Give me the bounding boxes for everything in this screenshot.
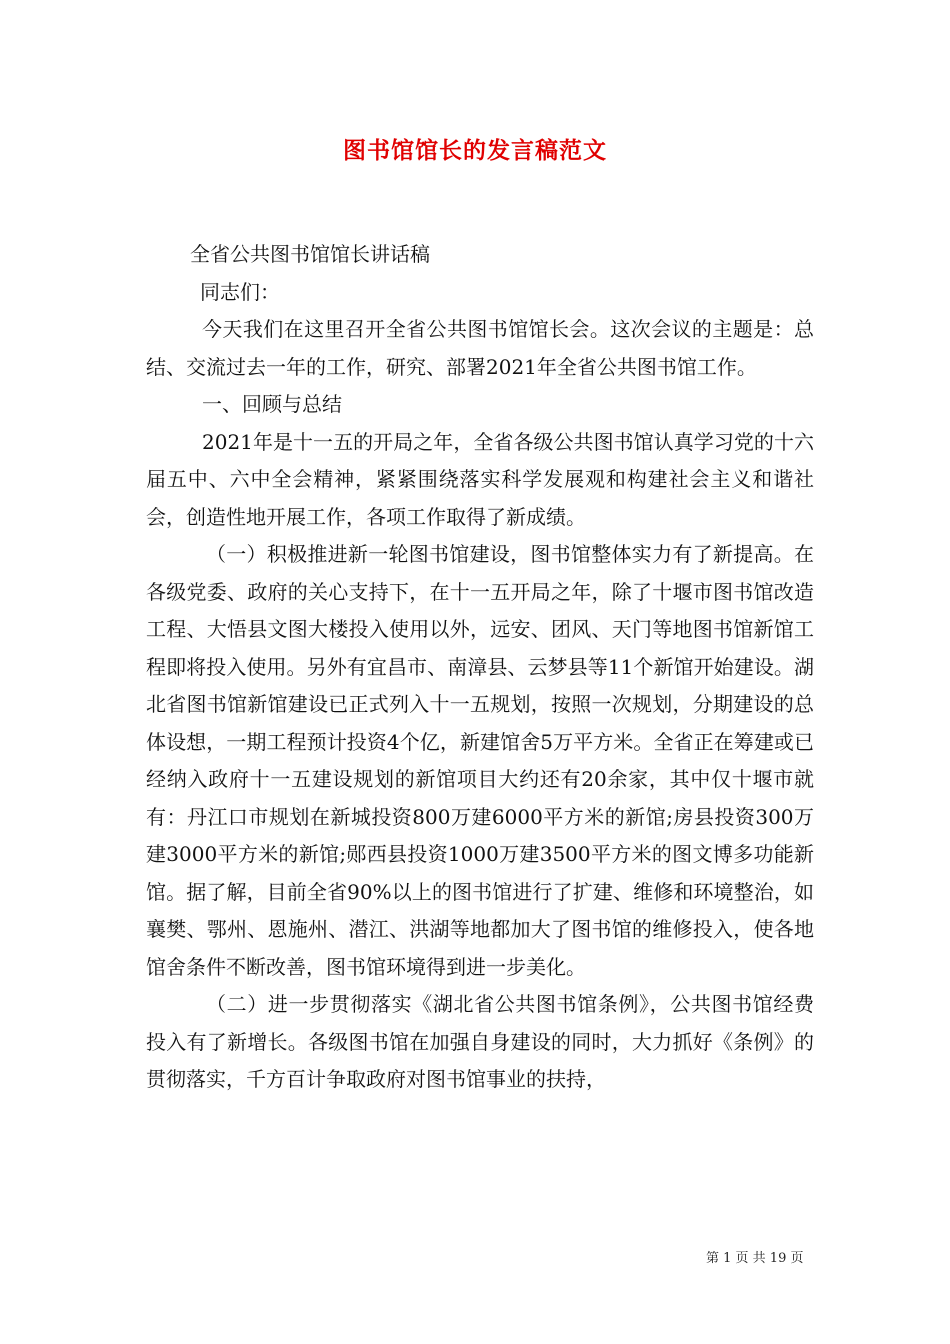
paragraph-funding: （二）进一步贯彻落实《湖北省公共图书馆条例》，公共图书馆经费投入有了新增长。各级图书馆在加强自身建设的同时，大力抓好《条例》的贯彻落实，千方百计争取政府对图书馆事业的扶持， <box>146 992 814 1091</box>
page-number-footer: 第 1 页 共 19 页 <box>706 1251 804 1266</box>
section-heading-review: 一、回顾与总结 <box>202 392 342 416</box>
paragraph-library-construction: （一）积极推进新一轮图书馆建设，图书馆整体实力有了新提高。在各级党委、政府的关心支持下，在十一五开局之年，除了十堰市图书馆改造工程、大悟县文图大楼投入使用以外，远安、团风、天门等地图书馆新馆工程即将投入使用。另外有宜昌市、南漳县、云梦县等11个新馆开始建设。湖北省图书馆新馆建设已正式列入十一五规划，按照一次规划，分期建设的总体设想，一期工程预计投资4个亿，新建馆舍5万平方米。全省正在筹建或已经纳入政府十一五建设规划的新馆项目大约还有20余家，其中仅十堰市就有：丹江口市规划在新城投资800万建6000平方米的新馆;房县投资300万建3000平方米的新馆;郧西县投资1000万建3500平方米的图文博多功能新馆。据了解，目前全省90%以上的图书馆进行了扩建、维修和环境整治，如襄樊、鄂州、恩施州、潜江、洪湖等地都加大了图书馆的维修投入，使各地馆舍条件不断改善，图书馆环境得到进一步美化。 <box>146 542 814 979</box>
document-title: 图书馆馆长的发言稿范文 <box>343 137 607 164</box>
paragraph-overview: 2021年是十一五的开局之年，全省各级公共图书馆认真学习党的十六届五中、六中全会精神，紧紧围绕落实科学发展观和构建社会主义和谐社会，创造性地开展工作，各项工作取得了新成绩。 <box>146 429 814 529</box>
greeting: 同志们： <box>200 279 280 304</box>
document-body <box>146 236 814 1099</box>
paragraph-intro: 今天我们在这里召开全省公共图书馆馆长会。这次会议的主题是：总结、交流过去一年的工作，研究、部署2021年全省公共图书馆工作。 <box>146 317 814 379</box>
speech-heading: 全省公共图书馆馆长讲话稿 <box>190 242 430 266</box>
